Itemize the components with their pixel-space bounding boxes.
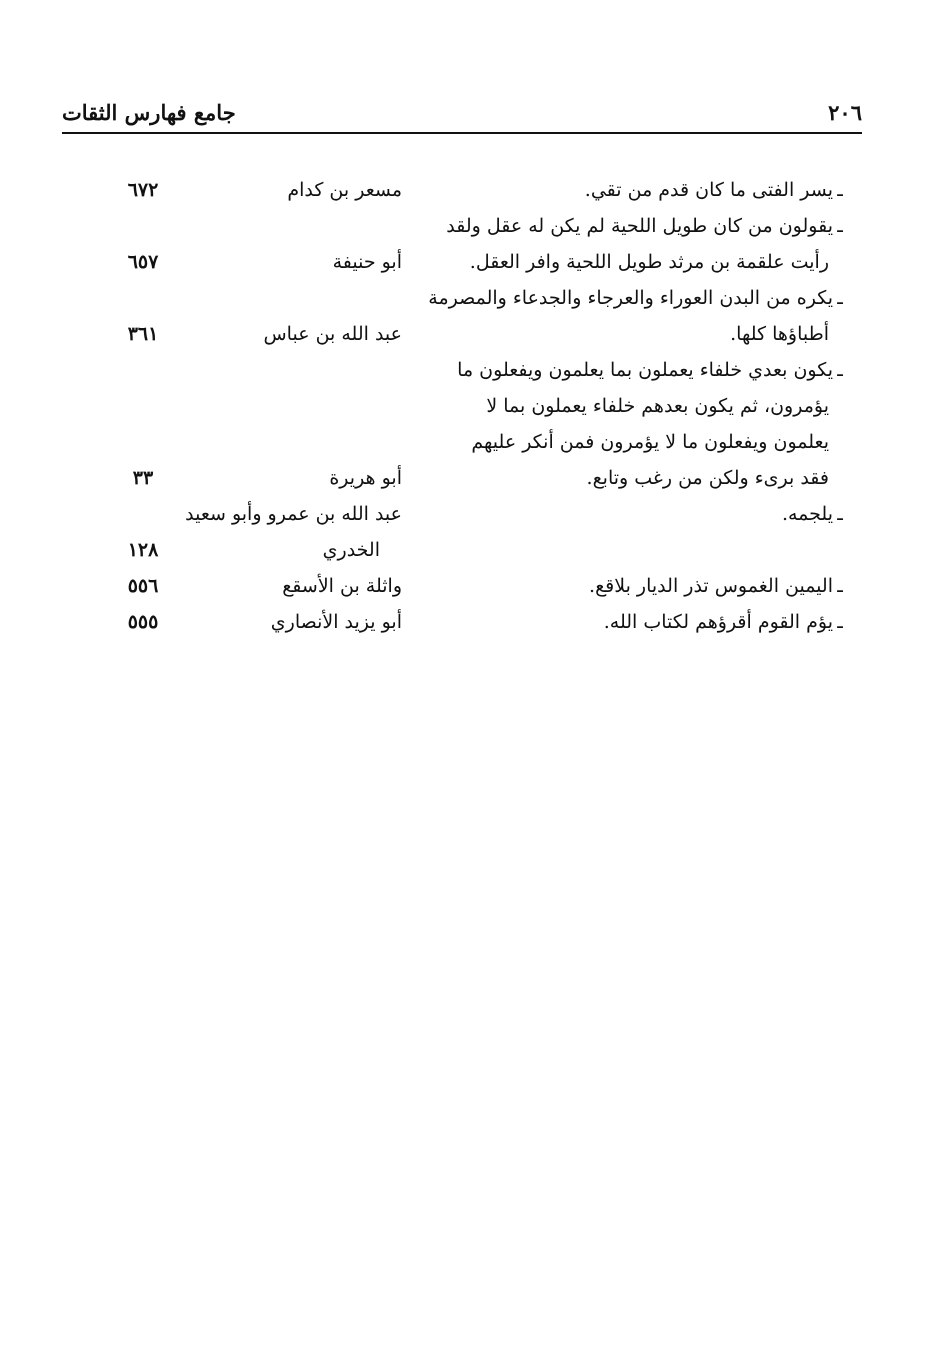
narrator-number: ٥٥٦ <box>127 575 159 597</box>
narrator-row <box>120 244 402 280</box>
narrator-name: الخدري <box>322 539 380 561</box>
narrator-list <box>120 172 402 640</box>
hadith-text: يقولون من كان طويل اللحية لم يكن له عقل ولقد <box>446 215 833 237</box>
hadith-continuation-line: أطباؤها كلها. <box>730 323 829 345</box>
header-divider <box>62 132 862 134</box>
narrator-name: أبو يزيد الأنصاري <box>270 611 402 633</box>
narrator-number: ٣٦١ <box>127 323 159 345</box>
entry-dash: ـ <box>837 287 843 309</box>
hadith-entry-line <box>427 568 847 604</box>
narrator-row <box>120 172 402 208</box>
narrator-name: عبد الله بن عباس <box>263 323 402 345</box>
narrator-name: أبو حنيفة <box>332 251 402 273</box>
hadith-entry-line <box>427 280 847 316</box>
entry-dash: ـ <box>837 575 843 597</box>
hadith-entry-line <box>427 604 847 640</box>
hadith-continuation-line: رأيت علقمة بن مرثد طويل اللحية وافر العقل. <box>469 251 829 273</box>
narrator-row <box>120 460 402 496</box>
narrator-number: ١٢٨ <box>127 539 159 561</box>
hadith-text: اليمين الغموس تذر الديار بلاقع. <box>589 575 833 597</box>
narrator-row <box>120 316 402 352</box>
narrator-row <box>120 532 402 568</box>
narrator-row <box>120 388 402 424</box>
entry-dash: ـ <box>837 179 843 201</box>
page-number: ٢٠٦ <box>828 100 862 125</box>
narrator-name: واثلة بن الأسقع <box>282 575 402 597</box>
narrator-name: أبو هريرة <box>329 467 402 489</box>
hadith-entry-line <box>427 208 847 244</box>
narrator-row <box>120 424 402 460</box>
hadith-text: يكون بعدي خلفاء يعملون بما يعلمون ويفعلون ما <box>457 359 833 381</box>
hadith-text: يكره من البدن العوراء والعرجاء والجدعاء والمصرمة <box>428 287 833 309</box>
narrator-number: ٣٣ <box>132 467 154 489</box>
narrator-number: ٦٧٢ <box>127 179 159 201</box>
hadith-entry-line <box>427 172 847 208</box>
hadith-text: يسر الفتى ما كان قدم من تقي. <box>584 179 833 201</box>
hadith-continuation-line: يؤمرون، ثم يكون بعدهم خلفاء يعملون بما لا <box>486 395 829 417</box>
narrator-row <box>120 568 402 604</box>
narrator-row <box>120 352 402 388</box>
narrator-name: عبد الله بن عمرو وأبو سعيد <box>185 503 402 525</box>
hadith-continuation-line: فقد برىء ولكن من رغب وتابع. <box>586 467 829 489</box>
entry-dash: ـ <box>837 503 843 525</box>
entry-dash: ـ <box>837 611 843 633</box>
narrator-row <box>120 604 402 640</box>
narrator-row <box>120 280 402 316</box>
entry-dash: ـ <box>837 215 843 237</box>
narrator-row <box>120 496 402 532</box>
hadith-entry-line <box>427 352 847 388</box>
narrator-row <box>120 208 402 244</box>
page-header <box>62 96 862 132</box>
running-title: جامع فهارس الثقات <box>62 100 236 125</box>
blank-line <box>427 532 847 568</box>
narrator-number: ٥٥٥ <box>127 611 159 633</box>
narrator-name: مسعر بن كدام <box>287 179 402 201</box>
narrator-number: ٦٥٧ <box>127 251 159 273</box>
entry-dash: ـ <box>837 359 843 381</box>
hadith-list <box>427 172 847 640</box>
hadith-text: يلجمه. <box>781 503 833 525</box>
hadith-entry-line <box>427 496 847 532</box>
hadith-continuation-line: يعلمون ويفعلون ما لا يؤمرون فمن أنكر عليهم <box>471 431 829 453</box>
hadith-text: يؤم القوم أقرؤهم لكتاب الله. <box>603 611 833 633</box>
